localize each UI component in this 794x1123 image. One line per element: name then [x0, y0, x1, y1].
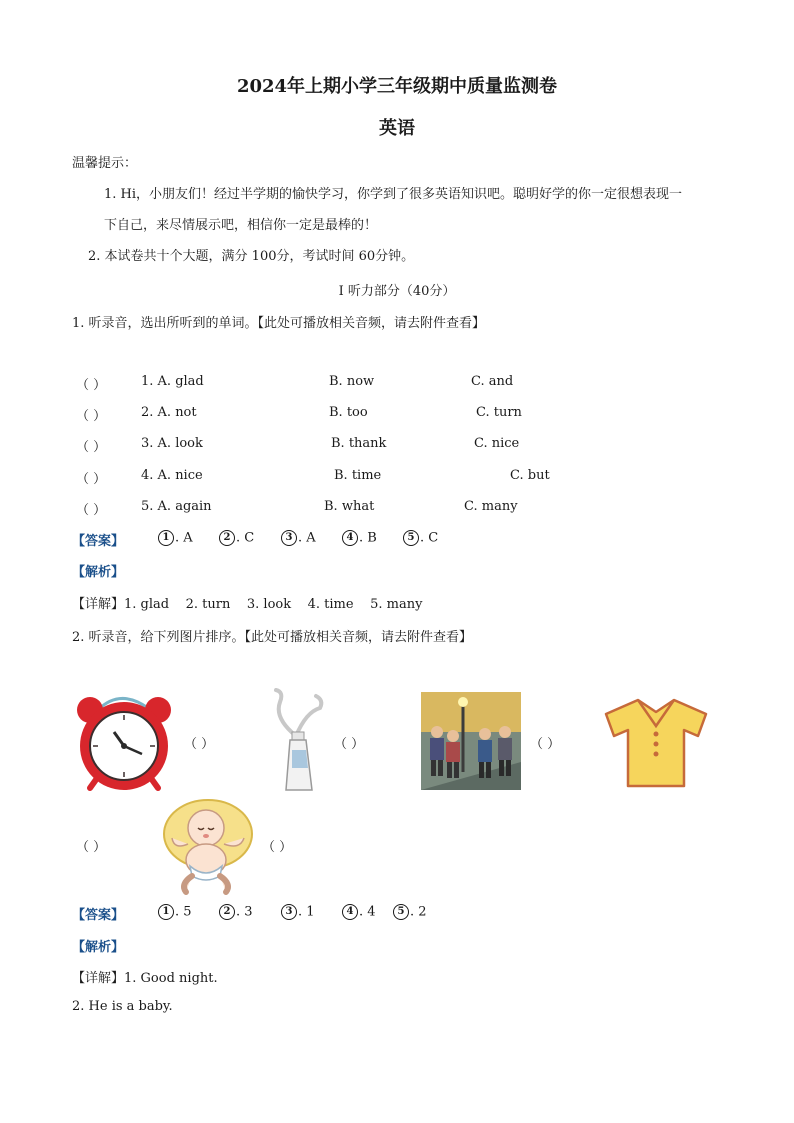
- answer-value: . B: [359, 530, 377, 546]
- order-blank-4[interactable]: （ ）: [76, 840, 107, 855]
- option-c[interactable]: C. but: [510, 468, 550, 483]
- circled-number: 4: [342, 530, 358, 546]
- shirt-icon: [604, 696, 708, 788]
- option-a[interactable]: 1. A. glad: [141, 374, 204, 389]
- circled-number: 1: [158, 530, 174, 546]
- option-b[interactable]: B. what: [324, 499, 375, 514]
- option-b[interactable]: B. too: [329, 405, 368, 420]
- notice-item-1-line-2: 下自己，来尽情展示吧，相信你一定是最棒的！: [104, 218, 378, 233]
- detail-line-2: 2. He is a baby.: [72, 999, 173, 1014]
- circled-number: 4: [342, 904, 358, 920]
- option-a[interactable]: 3. A. look: [141, 436, 203, 451]
- option-b[interactable]: B. thank: [331, 436, 387, 451]
- subject-title: 英语: [379, 118, 415, 139]
- answer-blank[interactable]: （ ）: [76, 472, 107, 487]
- option-c[interactable]: C. turn: [476, 405, 522, 420]
- order-blank-1[interactable]: （ ）: [184, 737, 215, 752]
- answer-value: . A: [298, 530, 316, 546]
- detail-row: [72, 967, 218, 986]
- answer-row: [72, 530, 124, 549]
- answer-value: . A: [175, 530, 193, 546]
- notice-item-2: 2. 本试卷共十个大题，满分 100分，考试时间 60分钟。: [88, 249, 415, 264]
- answer-4: [342, 530, 377, 546]
- people-walking-icon: [421, 692, 521, 790]
- answer-value: . 5: [175, 904, 192, 920]
- answer-1: [158, 530, 193, 546]
- answer-5: [403, 530, 438, 546]
- answer-3: [281, 904, 315, 920]
- yellow-shirt-image: [604, 696, 708, 788]
- answer-tag: 【答案】: [72, 534, 125, 549]
- baby-icon: [160, 798, 256, 896]
- circled-number: 3: [281, 530, 297, 546]
- option-c[interactable]: C. nice: [474, 436, 520, 451]
- answer-3: [281, 530, 316, 546]
- option-b[interactable]: B. time: [334, 468, 382, 483]
- notice-heading: 温馨提示：: [72, 156, 138, 171]
- answer-2: [219, 530, 254, 546]
- alarm-clock-icon: [76, 688, 174, 792]
- answer-value: . C: [236, 530, 255, 546]
- people-walking-image: [421, 692, 521, 790]
- detail-tag: 【详解】: [72, 597, 125, 612]
- page-title: 2024年上期小学三年级期中质量监测卷: [236, 76, 558, 97]
- answer-blank[interactable]: （ ）: [76, 409, 107, 424]
- answer-blank[interactable]: （ ）: [76, 440, 107, 455]
- circled-number: 2: [219, 530, 235, 546]
- answer-value: . 4: [359, 904, 376, 920]
- option-b[interactable]: B. now: [329, 374, 375, 389]
- detail-row: [72, 593, 422, 612]
- analysis-tag: 【解析】: [72, 940, 125, 955]
- toothpaste-icon: [266, 688, 328, 792]
- answer-value: . 1: [298, 904, 315, 920]
- circled-number: 5: [393, 904, 409, 920]
- question-2-prompt: 2. 听录音，给下列图片排序。【此处可播放相关音频，请去附件查看】: [72, 630, 473, 645]
- answer-1: [158, 904, 192, 920]
- answer-value: . 2: [410, 904, 427, 920]
- option-a[interactable]: 5. A. again: [141, 499, 212, 514]
- answer-5: [393, 904, 427, 920]
- order-blank-5[interactable]: （ ）: [262, 840, 293, 855]
- toothpaste-image: [266, 688, 328, 792]
- alarm-clock-image: [76, 688, 174, 792]
- answer-value: . C: [420, 530, 439, 546]
- option-c[interactable]: C. many: [464, 499, 518, 514]
- question-1-prompt: 1. 听录音，选出所听到的单词。【此处可播放相关音频，请去附件查看】: [72, 316, 486, 331]
- circled-number: 2: [219, 904, 235, 920]
- option-c[interactable]: C. and: [471, 374, 514, 389]
- answer-value: . 3: [236, 904, 253, 920]
- answer-blank[interactable]: （ ）: [76, 503, 107, 518]
- circled-number: 1: [158, 904, 174, 920]
- baby-image: [160, 798, 256, 896]
- detail-line-1: 1. Good night.: [124, 971, 218, 986]
- analysis-tag: 【解析】: [72, 565, 125, 580]
- notice-item-1-line-1: 1. Hi，小朋友们！经过半学期的愉快学习，你学到了很多英语知识吧。聪明好学的你一定很想表现一: [104, 187, 683, 202]
- section-heading: I 听力部分（40分）: [338, 284, 456, 299]
- answer-2: [219, 904, 253, 920]
- circled-number: 3: [281, 904, 297, 920]
- detail-text: 1. glad 2. turn 3. look 4. time 5. many: [124, 597, 423, 612]
- order-blank-3[interactable]: （ ）: [530, 737, 561, 752]
- answer-tag: 【答案】: [72, 908, 125, 923]
- option-a[interactable]: 4. A. nice: [141, 468, 203, 483]
- detail-tag: 【详解】: [72, 971, 125, 986]
- answer-blank[interactable]: （ ）: [76, 378, 107, 393]
- answer-4: [342, 904, 376, 920]
- circled-number: 5: [403, 530, 419, 546]
- option-a[interactable]: 2. A. not: [141, 405, 197, 420]
- order-blank-2[interactable]: （ ）: [334, 737, 365, 752]
